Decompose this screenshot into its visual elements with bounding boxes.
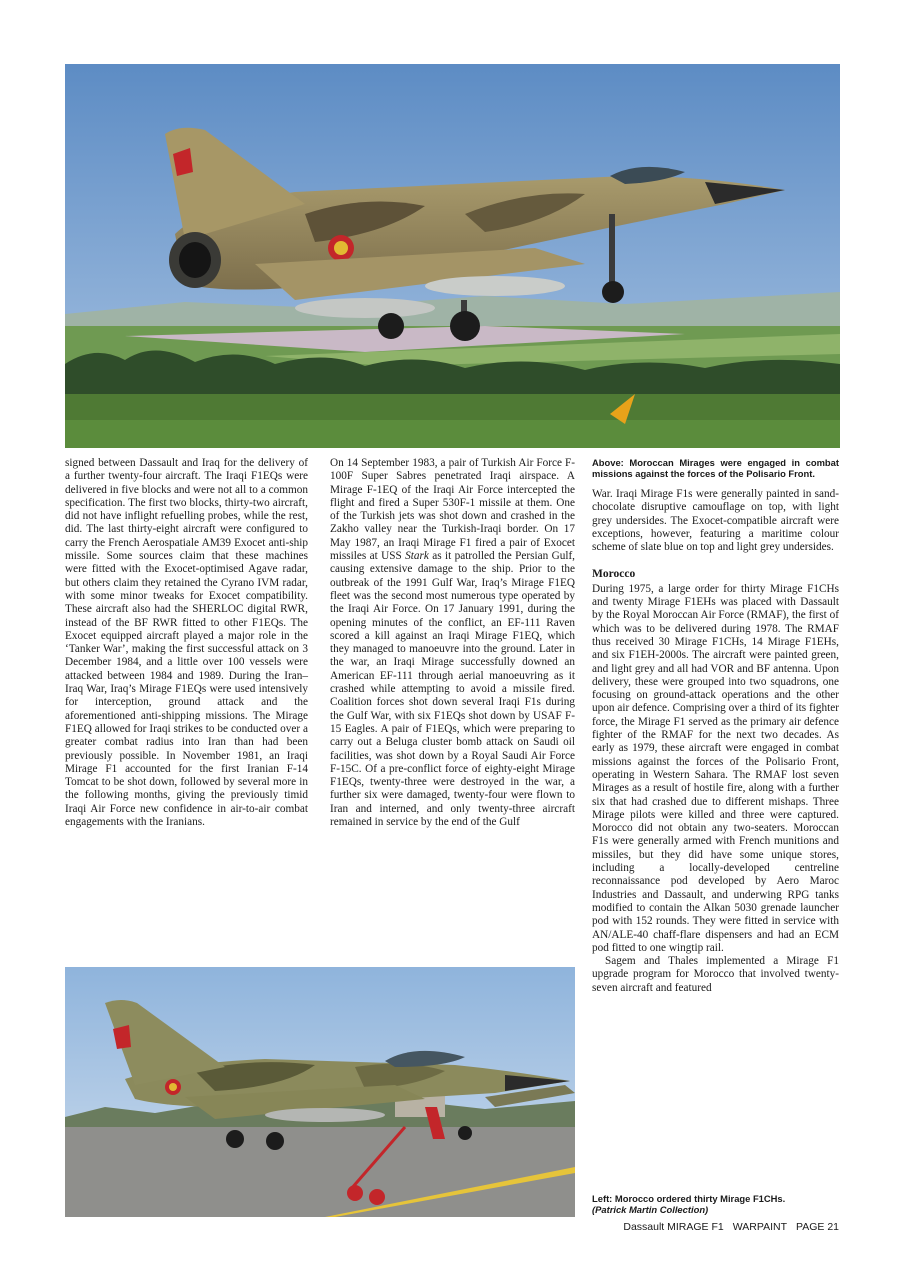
caption-text: Left: Morocco ordered thirty Mirage F1CHs.	[592, 1193, 786, 1204]
paragraph-text: as it patrolled the Persian Gulf, causing extensive damage to the ship. Prior to the outbreak of the 1991 Gulf War, Iraq’s Mirage F1EQ fleet was the second most numerous type operated by the Iraqi Air Force. On 17 January 1991, during the opening minutes of the conflict, an EF-111 Raven scored a kill against an Iraqi Mirage F1EQ, which they managed to manoeuvre into the ground. Later in the war, an Iraqi Mirage successfully downed an American EF-111 through aerial manoeuvring as it crashed while attempting to avoid a missile fired. Coalition forces shot down several Iraqi F1s during the Gulf War, with six F1EQs shot down by USAF F-15 Eagles. A pair of F1EQs, which were preparing to carry out a Beluga cluster bomb attack on Saudi oil facilities, was shot down by a Royal Saudi Air Force F-15C. Of a pre-conflict force of eighty-eight Mirage F1EQs, twenty-three were destroyed in the war, a further six were damaged, twenty-four were flown to Iran and interned, and only twenty-three aircraft remained in service by the end of the Gulf	[330, 550, 575, 829]
paragraph-text: On 14 September 1983, a pair of Turkish Air Force F-100F Super Sabres penetrated Iraqi airspace. A Mirage F-1EQ of the Iraqi Air Force intercepted the flight and fired a Super 530F-1 missile at them. One of the Turkish jets was shot down and crashed in the Zakho valley near the Turkish-Iraqi border. On 17 May 1987, an Iraqi Mirage F1 fired a pair of Exocet missiles at USS	[330, 457, 575, 563]
paragraph: During 1975, a large order for thirty Mirage F1CHs and twenty Mirage F1EHs was placed with Dassault by the Royal Moroccan Air Force (RMAF), the first of which was to be delivered during 1978. The RMAF thus received 30 Mirage F1CHs, 14 Mirage F1EHs, and six F1EH-2000s. The aircraft were painted green, and light grey and all had VOR and BF antenna. Upon delivery, these were grouped into two squadrons, one focusing on ground-attack operations and the other upon air defence. Comprising over a third of its fighter force, the Mirage F1 served as the primary air defence fighter of the RMAF for the next two decades. As early as 1979, these aircraft were engaged in combat missions against the forces of the Polisario Front, operating in Western Sahara. The RMAF lost seven Mirages as a result of hostile fire, along with a further six that had crashed due to different mishaps. Three Mirage pilots were killed and three were captured. Morocco did not obtain any two-seaters. Moroccan F1s were generally armed with French munitions and missiles, but they did have some unique stores, including a locally-developed centreline reconnaissance pod developed by Aero Maroc Industries and Dassault, and underwing RPG tanks modified to contain the Alkan 5030 grenade launcher pod with 152 rounds. They were fitted in service with AN/ALE-40 chaff-flare dispensers and had an ECM pod fitted to one wingtip rail.	[592, 582, 839, 954]
photo-caption-left	[592, 1193, 839, 1215]
photo-credit: (Patrick Martin Collection)	[592, 1204, 709, 1215]
paragraph: signed between Dassault and Iraq for the delivery of a further twenty-four aircraft. The Iraqi F1EQs were delivered in five blocks and were not all to a common specification. The first two blocks, thirty-two aircraft, did not have inflight refuelling probes, while the rest, did. The last thirty-eight aircraft were configured to carry the French Aerospatiale AM39 Exocet anti-ship missile. Some sources claim that these machines were fitted with the Exocet-optimised Agave radar, but others claim they retained the Cyrano IVM radar, with some minor tweaks for Exocet compatibility. These aircraft also had the SHERLOC digital RWR, instead of the BF RWR fitted to other F1EQs. The Exocet equipped aircraft played a major role in the ‘Tanker War’, making the first successful attack on 3 December 1984, and a little over 100 vessels were attacked between 1984 and 1989. During the Iran–Iraq War, Iraq’s Mirage F1EQs were used intensively for interception, ground attack and the aforementioned anti-shipping missions. The Mirage F1EQ allowed for Iraqi strikes to be conducted over a greater combat radius into Iran than had been previously possible. In November 1981, an Iraqi Mirage F1 accounted for the first Iranian F-14 Tomcat to be shot down, followed by several more in the following months, giving the previously timid Iraqi Air Force new confidence in air-to-air combat engagements with the Iranians.	[65, 457, 308, 829]
paragraph: War. Iraqi Mirage F1s were generally painted in sand-chocolate disruptive camouflage on top, with light grey undersides. The Exocet-compatible aircraft were exceptions, however, featuring a maritime colour scheme of slate blue on top and light grey undersides.	[592, 488, 839, 554]
mirage-takeoff-photo	[65, 64, 840, 448]
footer-series: WARPAINT	[732, 1221, 787, 1233]
body-column-2	[330, 457, 575, 829]
page-number: PAGE 21	[796, 1221, 839, 1233]
body-column-3	[592, 457, 839, 995]
paragraph	[330, 457, 575, 829]
photo-caption-above: Above: Moroccan Mirages were engaged in combat missions against the forces of the Polisario Front.	[592, 457, 839, 479]
section-heading: Morocco	[592, 568, 636, 581]
footer-title: Dassault MIRAGE F1	[623, 1221, 724, 1233]
mirage-parked-photo	[65, 967, 575, 1217]
ship-name: Stark	[405, 550, 429, 563]
body-column-1	[65, 457, 308, 829]
page-footer	[592, 1221, 839, 1233]
paragraph: Sagem and Thales implemented a Mirage F1 upgrade program for Morocco that involved twenty-seven aircraft and featured	[592, 955, 839, 994]
